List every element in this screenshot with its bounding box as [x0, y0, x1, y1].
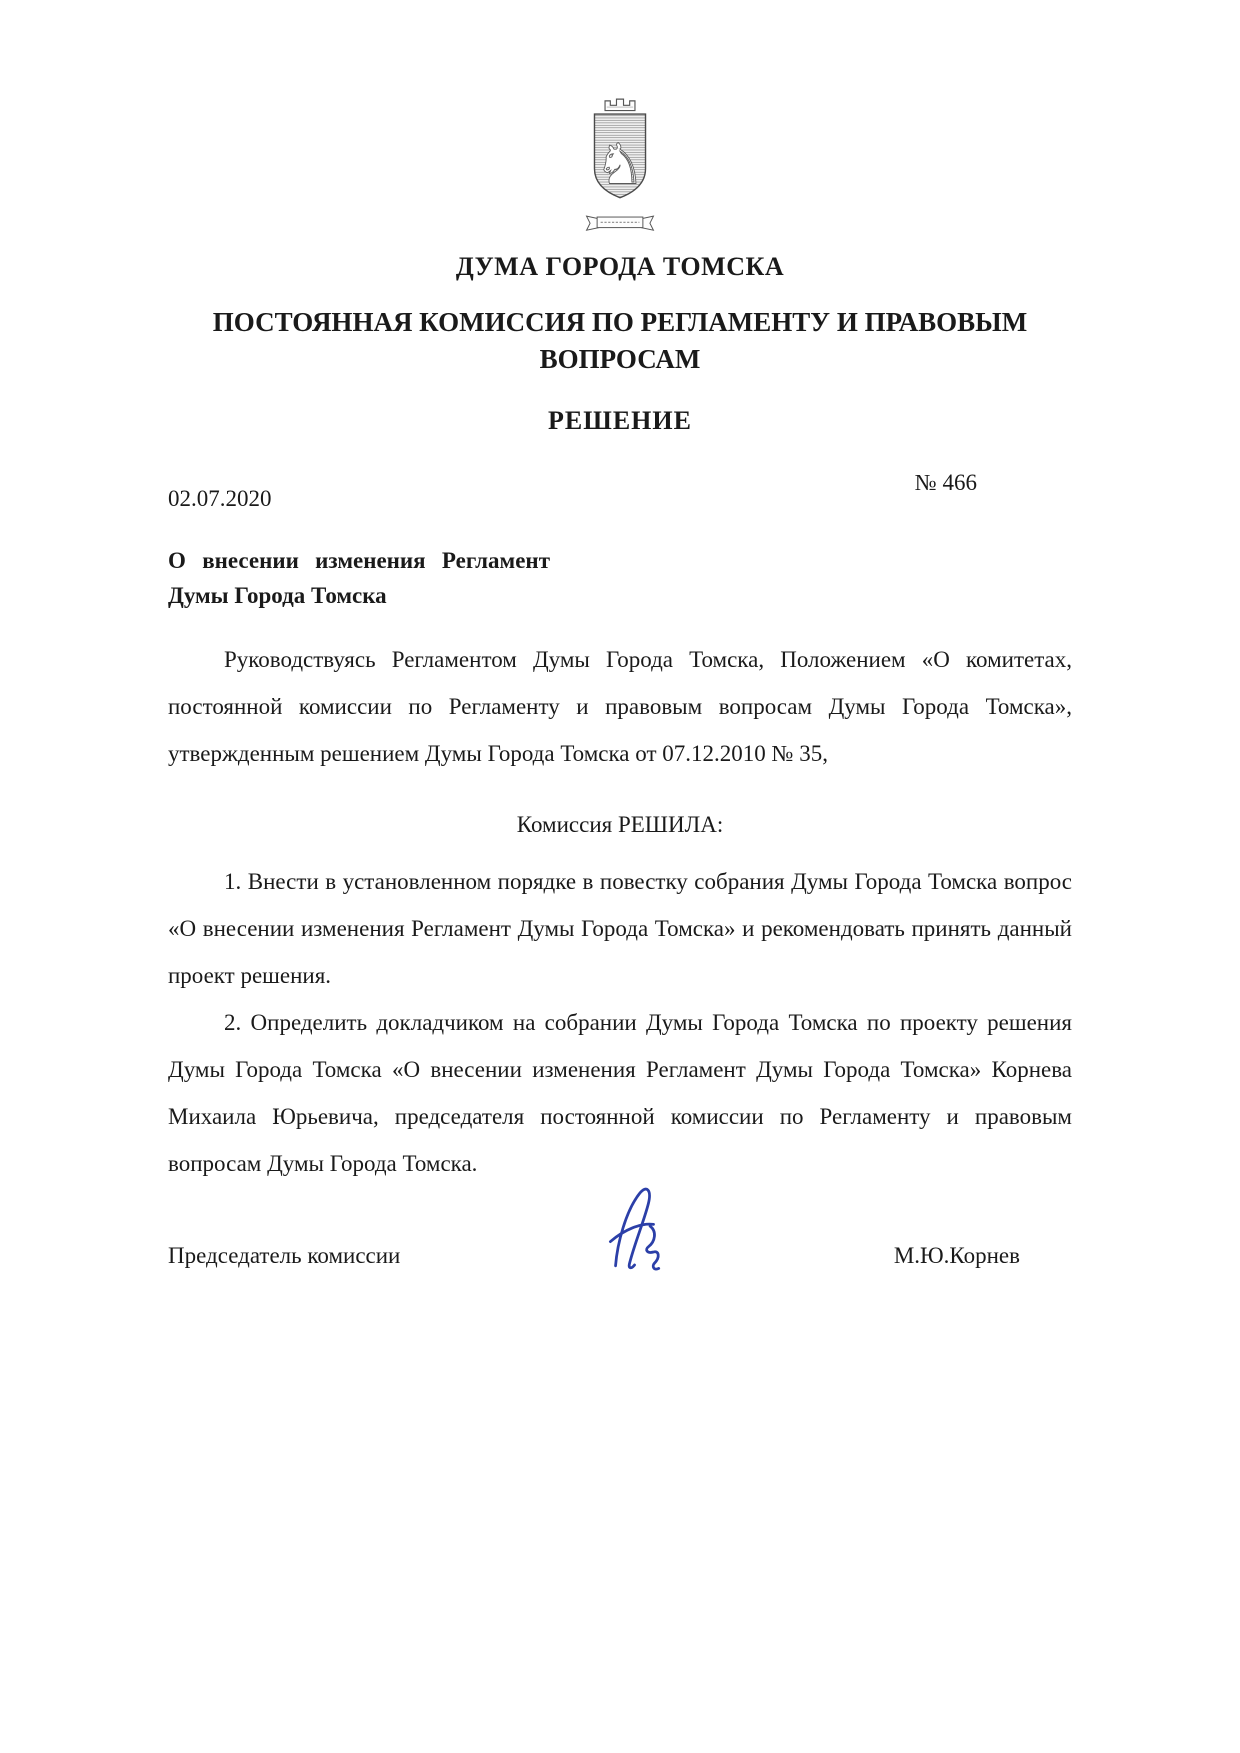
signature-block [168, 1243, 1072, 1269]
signer-position: Председатель комиссии [168, 1242, 401, 1268]
document-number: № 466 [914, 469, 977, 495]
preamble-paragraph: Руководствуясь Регламентом Думы Города Томска, Положением «О комитетах, постоянной комиссии по Регламенту и правовым вопросам Думы Города Томска», утвержденным решением Думы Города Томска от 07.12.2010 № 35, [168, 646, 1072, 766]
handwritten-signature-ink [600, 1181, 695, 1285]
document-header [168, 92, 1072, 436]
resolution-item-2: 2. Определить докладчиком на собрании Думы Города Томска по проекту решения Думы Города Томска «О внесении изменения Регламент Думы Города Томска» Корнева Михаила Юрьевича, председателя постоянной комиссии по Регламенту и правовым вопросам Думы Города Томска. [168, 1009, 1072, 1176]
signer-name: М.Ю.Корнев [893, 1242, 1020, 1268]
resolution-heading: Комиссия РЕШИЛА: [516, 811, 724, 837]
organization-name: ДУМА ГОРОДА ТОМСКА [455, 252, 785, 281]
document-date: 02.07.2020 [168, 485, 272, 511]
commission-name: ПОСТОЯННАЯ КОМИССИЯ ПО РЕГЛАМЕНТУ И ПРАВОВЫМ ВОПРОСАМ [212, 307, 1028, 374]
document-type-title: РЕШЕНИЕ [548, 405, 692, 435]
resolution-item-1: 1. Внести в установленном порядке в повестку собрания Думы Города Томска вопрос «О внесении изменения Регламент Думы Города Томска» и рекомендовать принять данный проект решения. [168, 868, 1072, 988]
document-subject: О внесении изменения Регламент Думы Города Томска [168, 547, 550, 608]
tomsk-coat-of-arms-icon [168, 92, 1072, 240]
svg-text:♞: ♞ [594, 132, 646, 198]
document-meta-row [168, 469, 1072, 512]
